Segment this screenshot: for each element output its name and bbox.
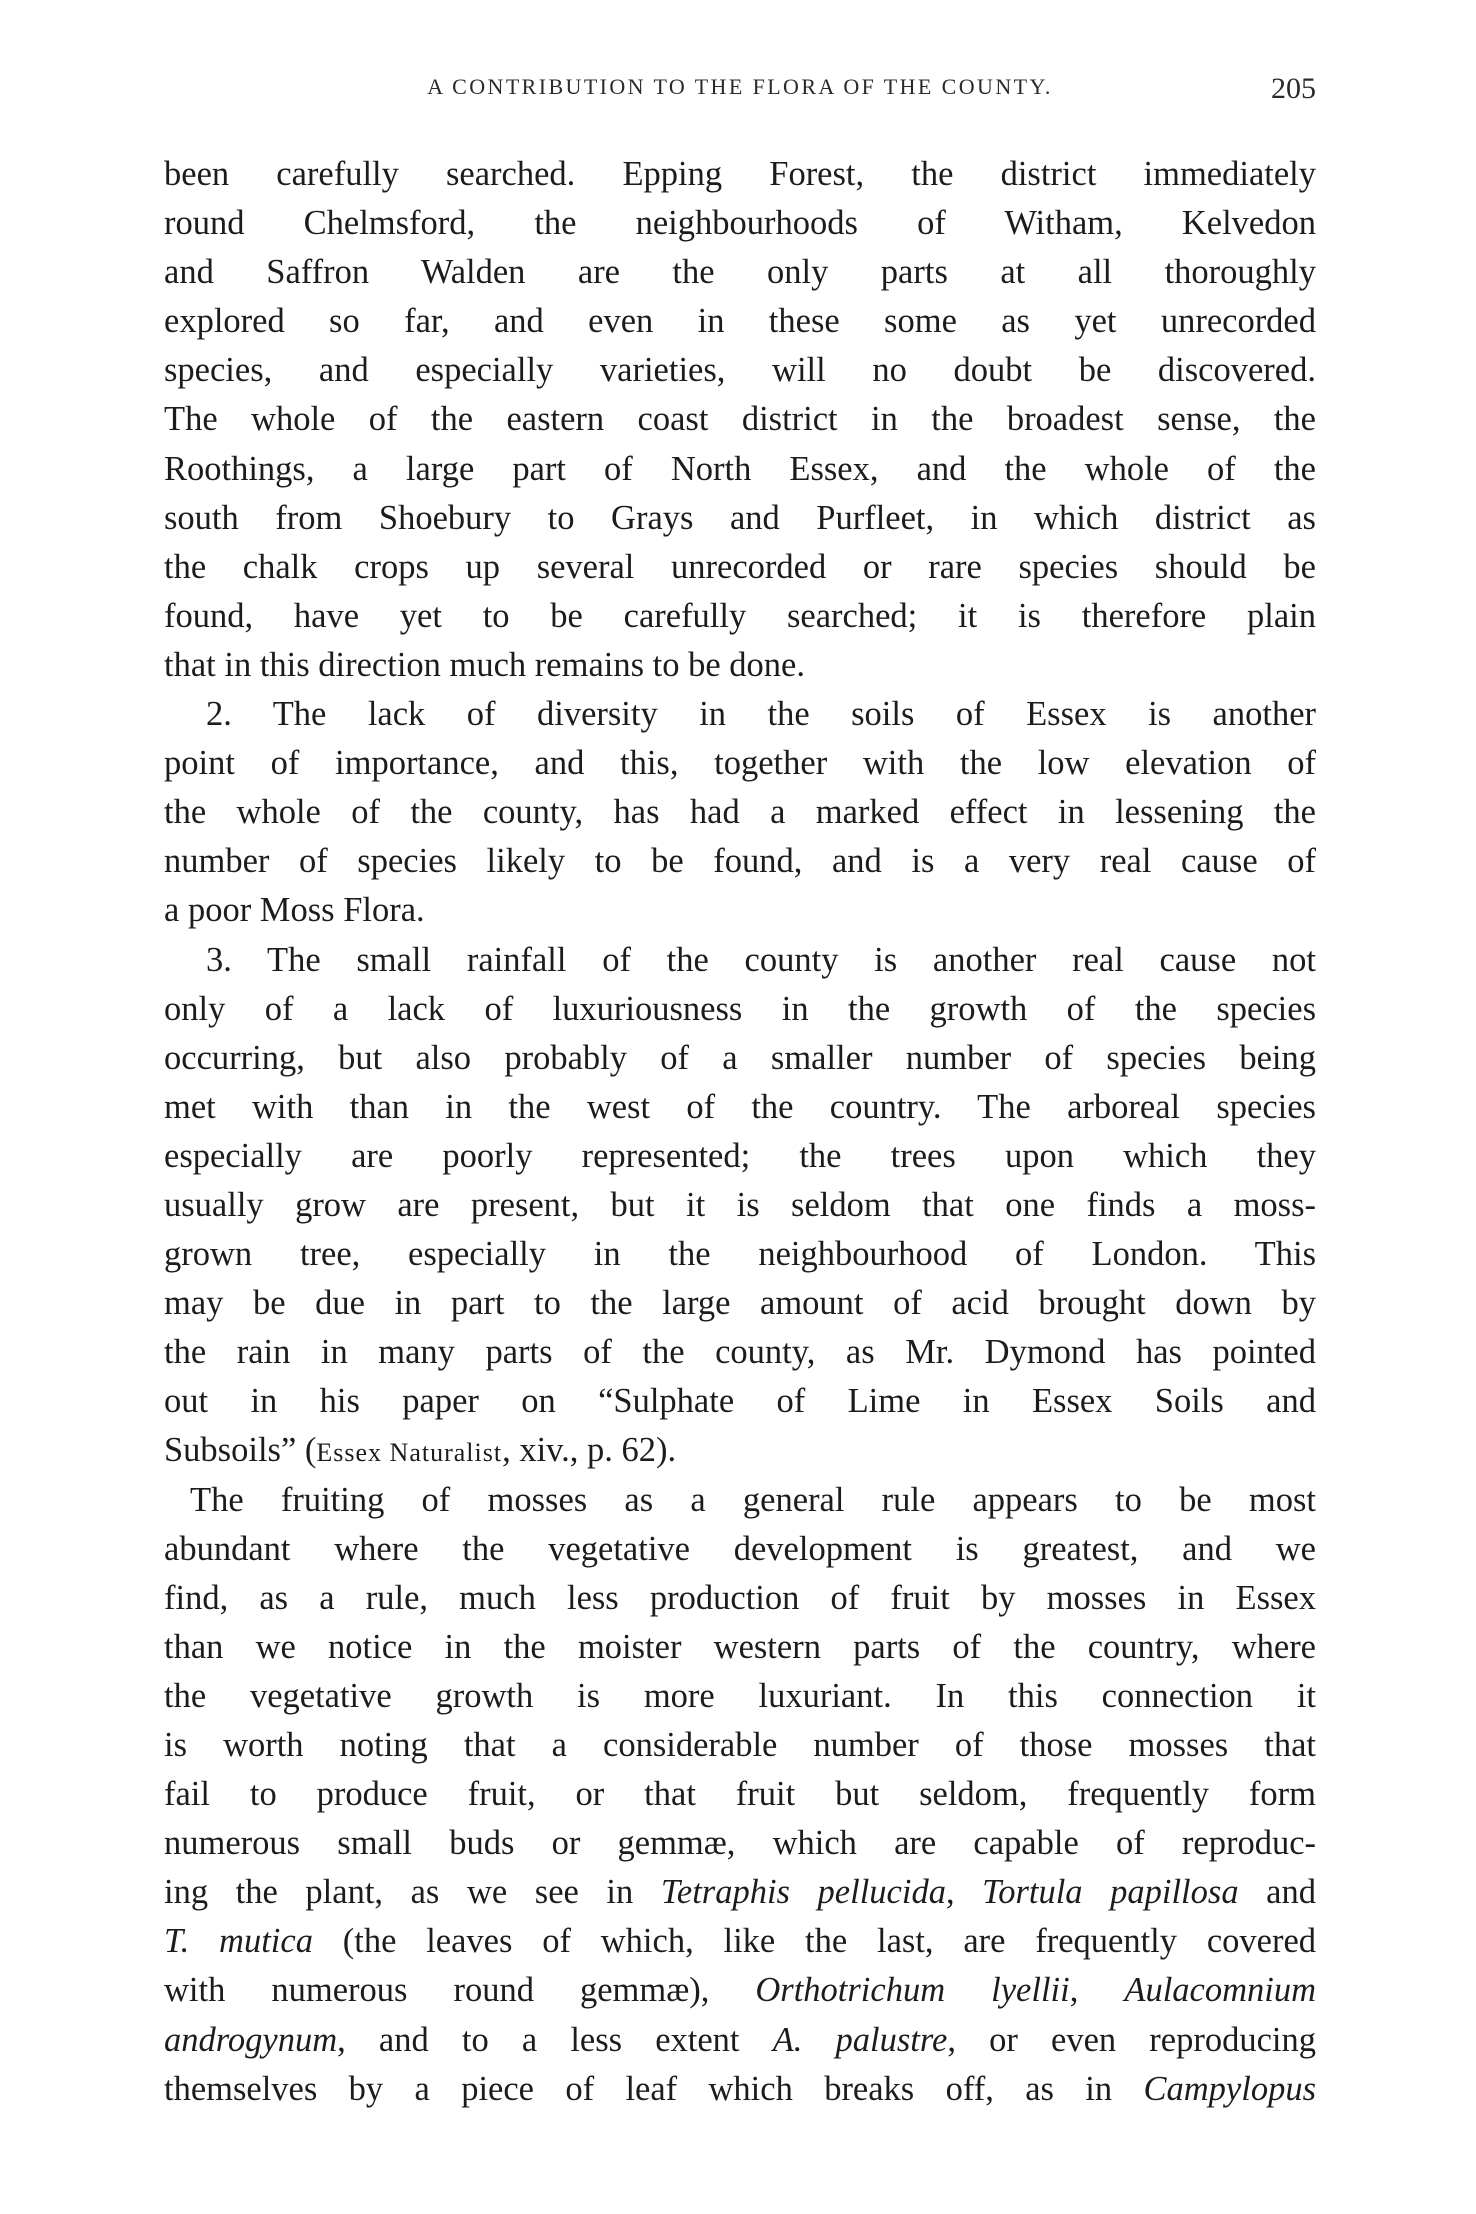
- text-line: [164, 1181, 1316, 1230]
- text-run: that in this direction much remains to be done.: [164, 645, 805, 684]
- page-number: 205: [1271, 72, 1316, 105]
- text-run: Subsoils” (: [164, 1431, 317, 1470]
- text-run: the whole of the county, has had a marked effect in lessening the: [164, 793, 1316, 832]
- text-line: [164, 936, 1316, 985]
- text-run: may be due in part to the large amount of acid brought down by: [164, 1284, 1316, 1323]
- running-title: A CONTRIBUTION TO THE FLORA OF THE COUNTY.: [427, 74, 1053, 99]
- text-line: [164, 395, 1316, 444]
- text-line: [164, 1230, 1316, 1279]
- text-run: the vegetative growth is more luxuriant. In this connection it: [164, 1676, 1316, 1715]
- text-line: [164, 886, 1316, 935]
- species-name: Tetraphis pellucida: [660, 1873, 946, 1912]
- species-name: androgynum: [164, 2020, 338, 2059]
- text-line: [164, 199, 1316, 248]
- text-line: [164, 248, 1316, 297]
- text-run: usually grow are present, but it is seldom that one finds a moss-: [164, 1185, 1316, 1224]
- journal-title: Essex Naturalist: [316, 1438, 503, 1468]
- text-line: [164, 1083, 1316, 1132]
- text-run: , or even reproducing: [947, 2020, 1316, 2059]
- text-line: [164, 150, 1316, 199]
- text-run: (the leaves of which, like the last, are frequently covered: [312, 1922, 1317, 1961]
- text-line: [164, 1819, 1316, 1868]
- text-run: ing the plant, as we see in: [164, 1873, 661, 1912]
- text-line: [164, 1132, 1316, 1181]
- text-run: grown tree, especially in the neighbourhood of London. This: [164, 1235, 1316, 1274]
- text-run: and: [1238, 1873, 1316, 1912]
- text-line: [164, 837, 1316, 886]
- text-run: numerous small buds or gemmæ, which are capable of reproduc-: [164, 1824, 1316, 1863]
- species-name: Aulacomnium: [1124, 1971, 1317, 2010]
- text-line: [164, 985, 1316, 1034]
- text-run: found, have yet to be carefully searched; it is therefore plain: [164, 596, 1316, 635]
- text-line: [164, 445, 1316, 494]
- text-line: [164, 494, 1316, 543]
- text-line: [164, 1966, 1316, 2015]
- text-line: [164, 641, 1316, 690]
- text-run: find, as a rule, much less production of fruit by mosses in Essex: [164, 1578, 1316, 1617]
- text-run: number of species likely to be found, and is a very real cause of: [164, 842, 1316, 881]
- text-run: The fruiting of mosses as a general rule appears to be most: [190, 1480, 1316, 1519]
- text-line: [164, 1623, 1316, 1672]
- text-line: [164, 297, 1316, 346]
- text-line: [164, 1574, 1316, 1623]
- text-run: the rain in many parts of the county, as Mr. Dymond has pointed: [164, 1333, 1316, 1372]
- text-run: been carefully searched. Epping Forest, the district immediately: [164, 155, 1316, 193]
- text-line: [164, 2016, 1316, 2065]
- text-run: than we notice in the moister western parts of the country, where: [164, 1627, 1316, 1666]
- text-run: round Chelmsford, the neighbourhoods of Witham, Kelvedon: [164, 204, 1316, 243]
- text-run: is worth noting that a considerable number of those mosses that: [164, 1726, 1316, 1764]
- text-run: point of importance, and this, together with the low elevation of: [164, 744, 1316, 783]
- text-line: [164, 1377, 1316, 1426]
- text-run: only of a lack of luxuriousness in the growth of the species: [164, 989, 1316, 1028]
- text-line: [164, 2065, 1316, 2114]
- text-run: Roothings, a large part of North Essex, and the whole of the: [164, 449, 1316, 488]
- text-run: the chalk crops up several unrecorded or rare species should be: [164, 547, 1316, 586]
- text-line: [164, 346, 1316, 395]
- text-run: 2. The lack of diversity in the soils of Essex is another: [206, 695, 1316, 734]
- text-run: a poor Moss Flora.: [164, 891, 425, 930]
- text-line: [164, 1721, 1316, 1770]
- species-name: Campylopus: [1143, 2069, 1316, 2108]
- text-run: fail to produce fruit, or that fruit but seldom, frequently form: [164, 1775, 1316, 1814]
- text-run: abundant where the vegetative development is greatest, and we: [164, 1529, 1316, 1568]
- text-run: and Saffron Walden are the only parts at all thoroughly: [164, 253, 1316, 292]
- text-run: themselves by a piece of leaf which breaks off, as in: [164, 2069, 1144, 2108]
- text-line: [164, 690, 1316, 739]
- species-name: T. mutica: [164, 1922, 313, 1961]
- text-line: [164, 1034, 1316, 1083]
- text-run: met with than in the west of the country. The arboreal species: [164, 1087, 1316, 1126]
- text-line: [164, 1279, 1316, 1328]
- text-line: [164, 592, 1316, 641]
- text-line: [164, 1476, 1316, 1525]
- text-run: species, and especially varieties, will no doubt be discovered.: [164, 351, 1316, 390]
- species-name: Tortula papillosa: [982, 1873, 1239, 1912]
- text-line: [164, 1525, 1316, 1574]
- text-line: [164, 1868, 1316, 1917]
- text-run: ,: [945, 1873, 983, 1912]
- running-head: [164, 74, 1316, 110]
- text-run: with numerous round gemmæ),: [164, 1971, 756, 2010]
- body-text: [164, 150, 1316, 2114]
- text-run: ,: [1069, 1971, 1125, 2010]
- species-name: A. palustre: [772, 2020, 948, 2059]
- text-line: [164, 1770, 1316, 1819]
- text-run: south from Shoebury to Grays and Purfleet, in which district as: [164, 498, 1316, 537]
- text-run: , and to a less extent: [337, 2020, 773, 2059]
- species-name: Orthotrichum lyellii: [755, 1971, 1070, 2010]
- text-run: The whole of the eastern coast district in the broadest sense, the: [164, 400, 1316, 439]
- text-line: [164, 1917, 1316, 1966]
- text-run: occurring, but also probably of a smaller number of species being: [164, 1038, 1316, 1077]
- text-line: [164, 1426, 1316, 1475]
- text-run: , xiv., p. 62).: [502, 1431, 677, 1470]
- text-line: [164, 1328, 1316, 1377]
- text-run: explored so far, and even in these some as yet unrecorded: [164, 302, 1316, 341]
- text-line: [164, 739, 1316, 788]
- text-line: [164, 1672, 1316, 1721]
- text-line: [164, 788, 1316, 837]
- text-run: especially are poorly represented; the trees upon which they: [164, 1136, 1316, 1175]
- text-line: [164, 543, 1316, 592]
- text-run: out in his paper on “Sulphate of Lime in Essex Soils and: [164, 1382, 1316, 1421]
- text-run: 3. The small rainfall of the county is another real cause not: [206, 940, 1316, 979]
